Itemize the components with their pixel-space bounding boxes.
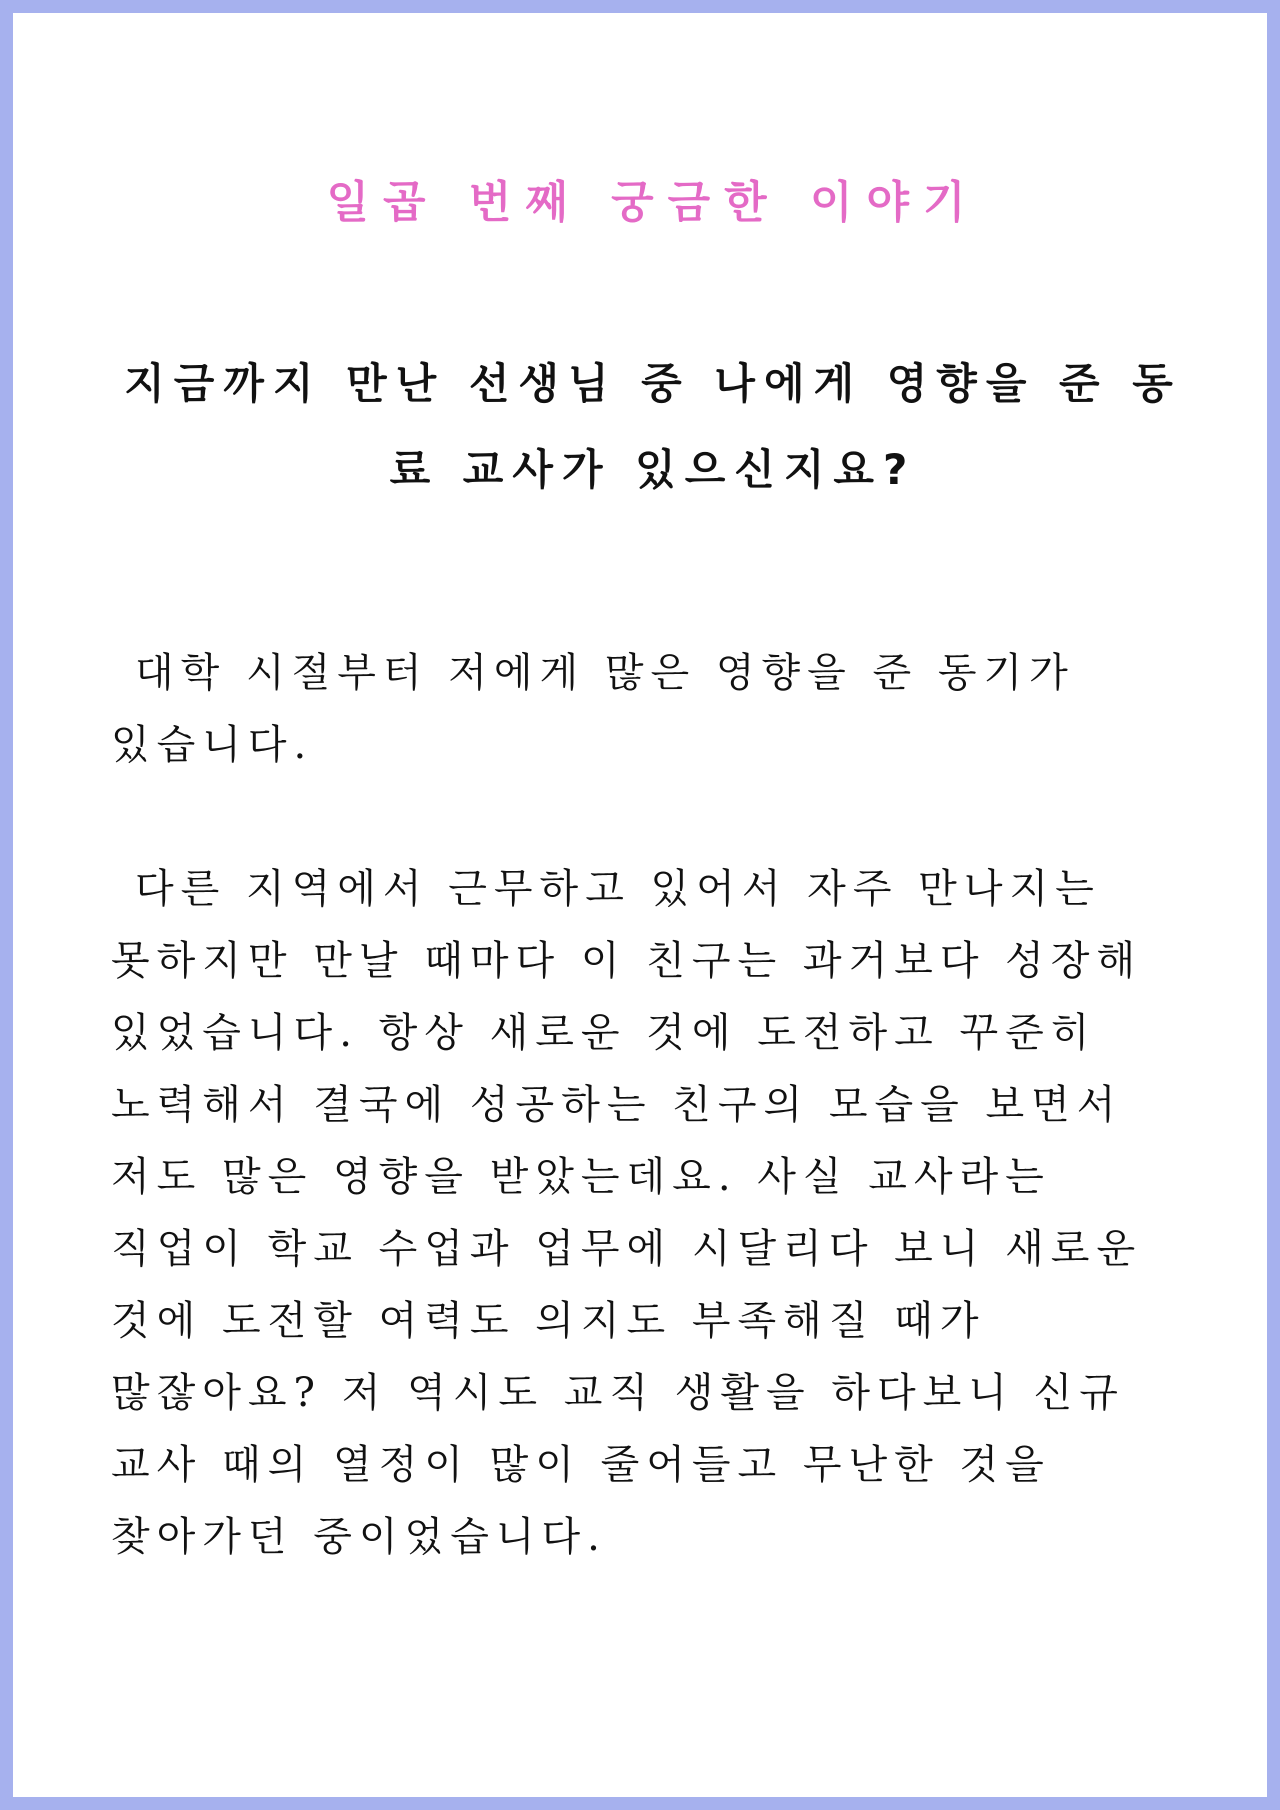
chapter-title: 일곱 번째 궁금한 이야기 — [326, 177, 980, 228]
paragraph-2: 다른 지역에서 근무하고 있어서 자주 만나지는 못하지만 만날 때마다 이 친구는 과거보다 성장해 있었습니다. 항상 새로운 것에 도전하고 꾸준히 노력해서 결국에 성공하는 친구의 모습을 보면서 저도 많은 영향을 받았는데요. 사실 교사라는 직업이 학교 수업과 업무에 시달리다 보니 새로운 것에 도전할 여력도 의지도 부족해질 때가 많잖아요? 저 역시도 교직 생활을 하다보니 신규 교사 때의 열정이 많이 줄어들고 무난한 것을 찾아가던 중이었습니다. — [111, 866, 1143, 1560]
paragraph-1: 대학 시절부터 저에게 많은 영향을 준 동기가 있습니다. — [111, 650, 1075, 768]
question-heading: 지금까지 만난 선생님 중 나에게 영향을 준 동료 교사가 있으신지요? — [124, 359, 1182, 494]
body-text — [111, 637, 1197, 1573]
